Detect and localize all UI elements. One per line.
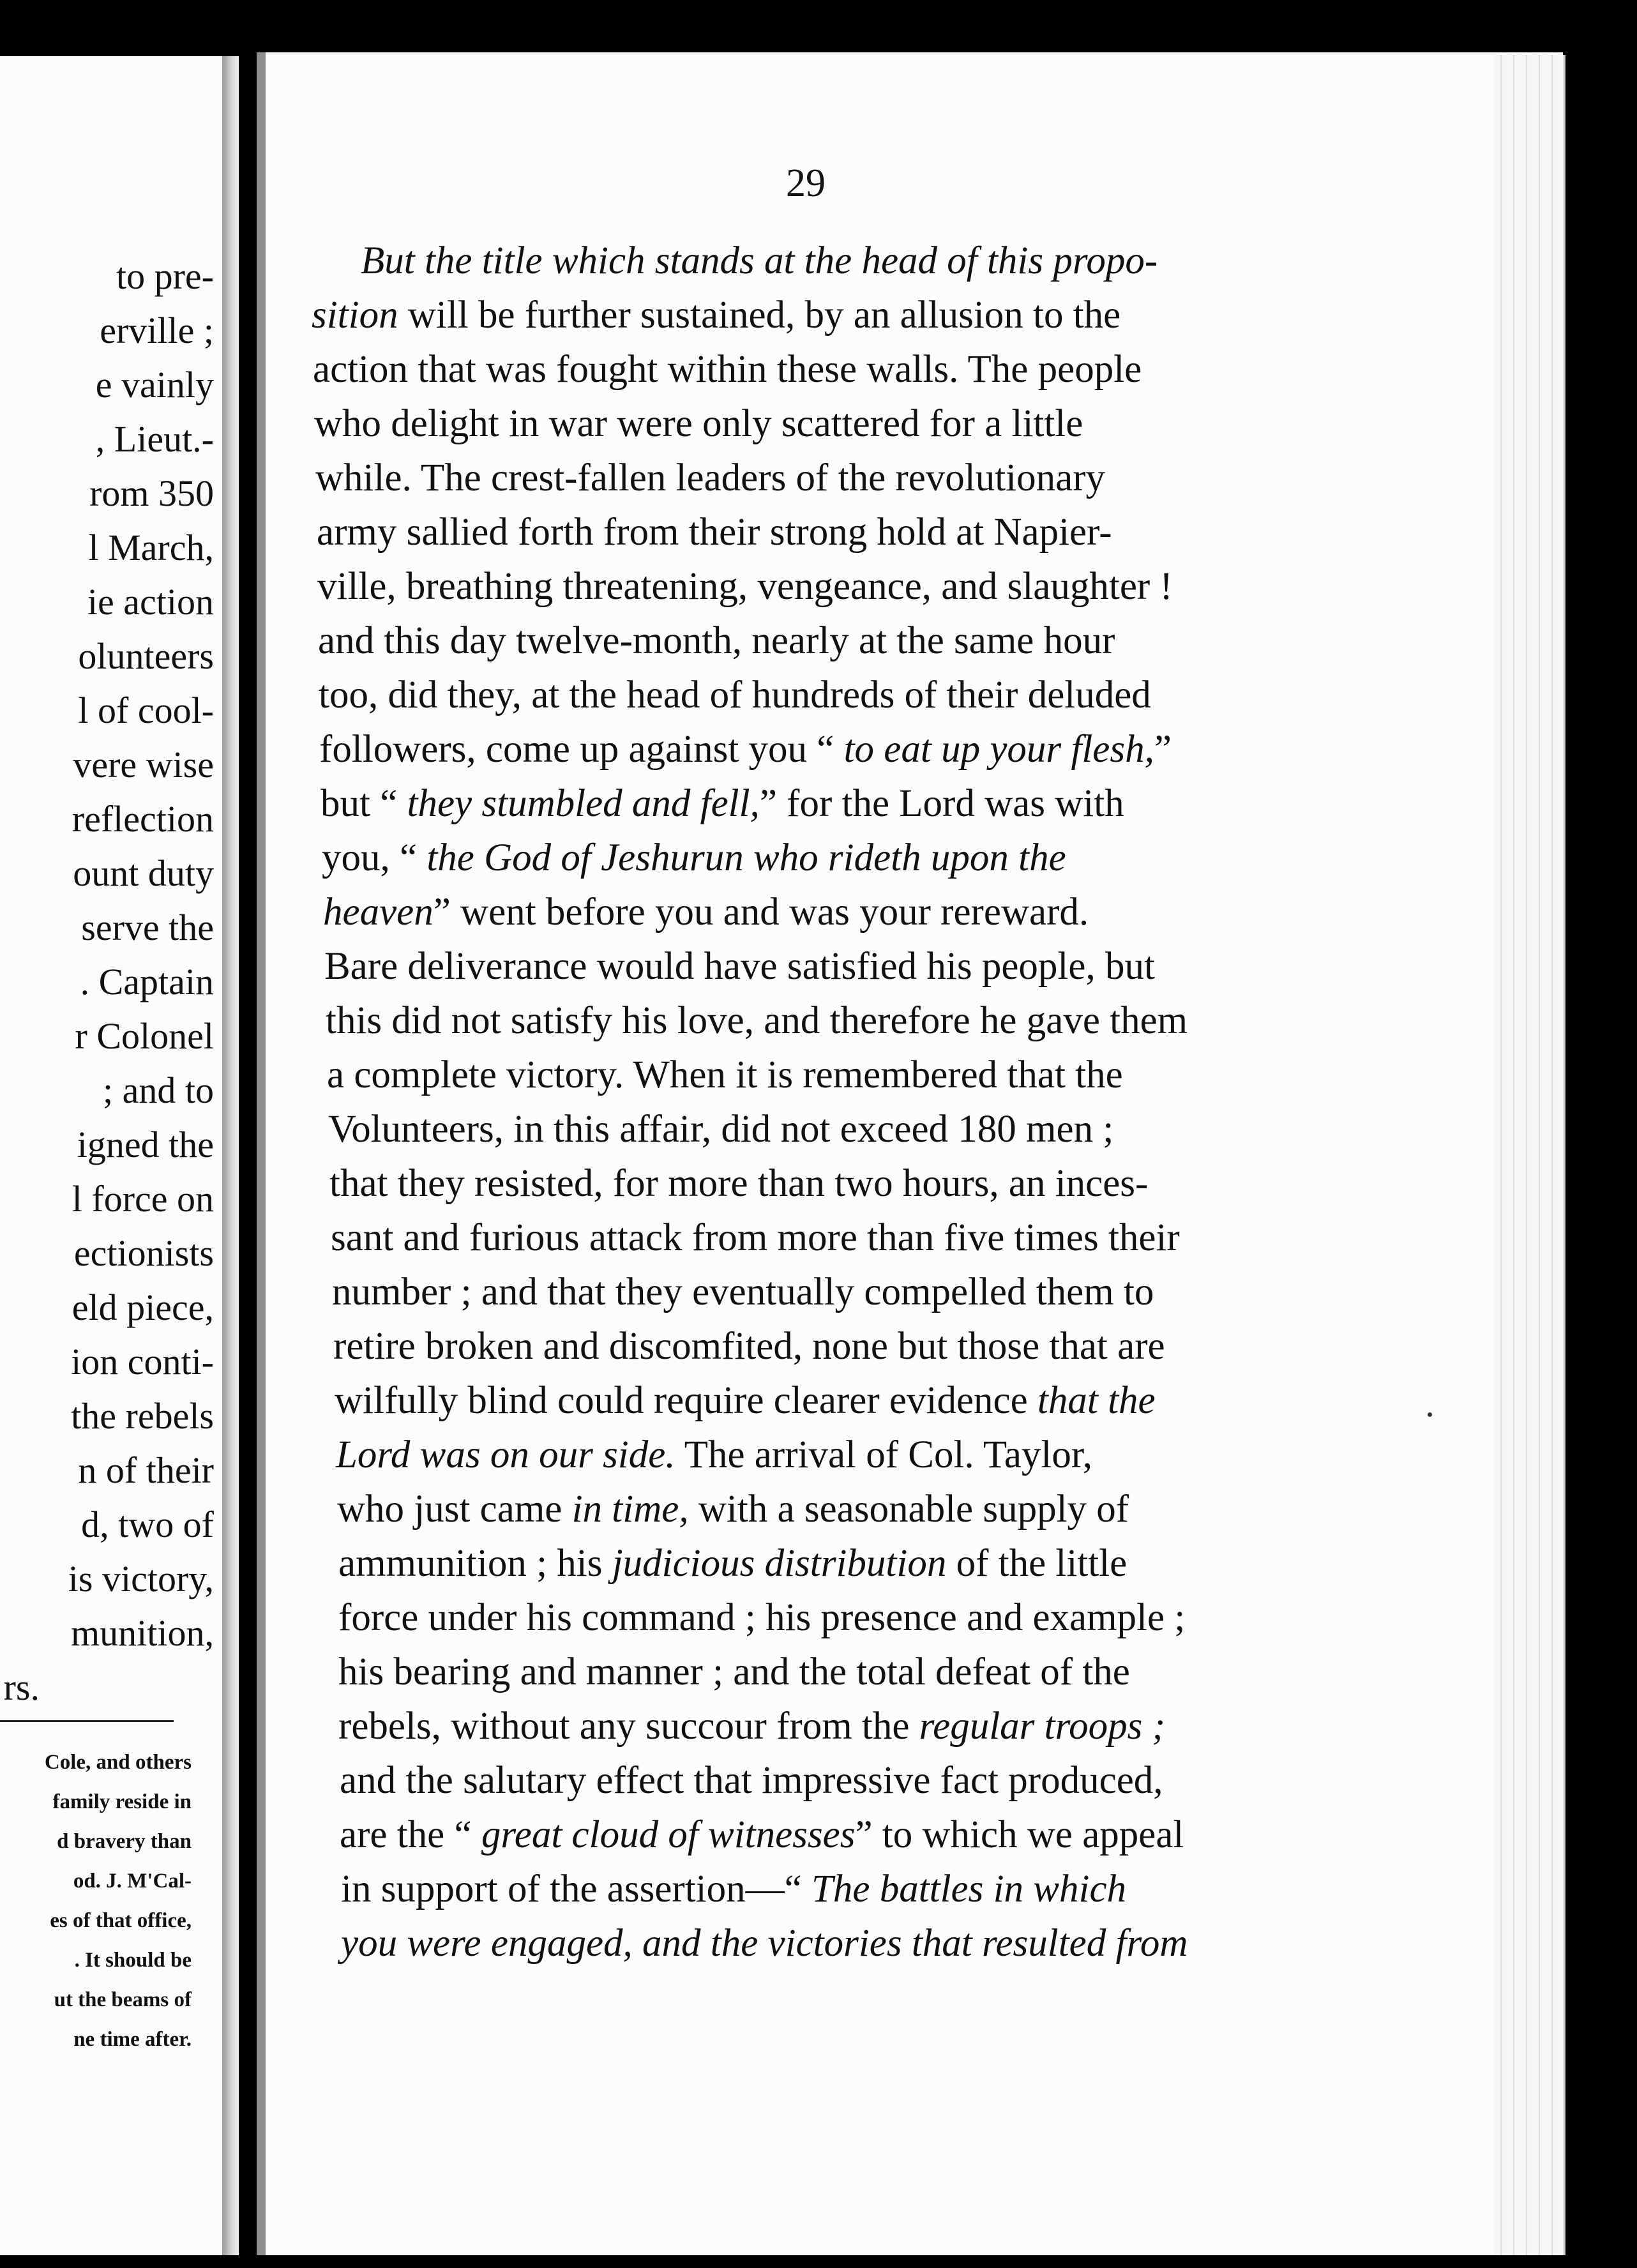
- left-line: reflection: [72, 798, 214, 840]
- text-span: but “: [321, 782, 407, 825]
- text-span: wilfully blind could require clearer evidence: [335, 1379, 1037, 1422]
- left-line: rs.: [3, 1667, 40, 1708]
- text-line: number ; and that they eventually compelled them to: [332, 1271, 1154, 1313]
- left-line: ion conti-: [71, 1341, 214, 1382]
- text-span-italic: they stumbled and fell,: [407, 782, 760, 825]
- text-line: this did not satisfy his love, and therefore he gave them: [326, 999, 1188, 1042]
- text-span-italic: you were engaged, and the victories that resulted from: [341, 1922, 1188, 1965]
- text-line: too, did they, at the head of hundreds of their deluded: [319, 674, 1151, 716]
- paper-speck: [1428, 1412, 1432, 1417]
- text-line: [341, 1870, 1126, 1909]
- text-span: The arrival of Col. Taylor,: [675, 1433, 1092, 1476]
- text-line: while. The crest-fallen leaders of the revolutionary: [315, 457, 1106, 499]
- text-span-italic: in time,: [571, 1488, 689, 1531]
- left-line: olunteers: [78, 635, 214, 677]
- text-line: [340, 1815, 1184, 1854]
- left-line: igned the: [77, 1124, 214, 1165]
- text-line: [338, 1707, 1165, 1746]
- text-span-italic: judicious distribution: [612, 1542, 947, 1585]
- left-line: rom 350: [89, 472, 214, 514]
- text-line: who delight in war were only scattered for a little: [314, 402, 1083, 445]
- left-line: . Captain: [80, 961, 214, 1002]
- text-span-italic: regular troops ;: [919, 1705, 1165, 1748]
- text-span: you, “: [322, 836, 427, 879]
- text-line: sant and furious attack from more than five times their: [331, 1216, 1180, 1259]
- text-span: [312, 296, 1120, 335]
- text-span: will be further sustained, by an allusion to the: [398, 294, 1121, 336]
- text-line: retire broken and discomfited, none but those that are: [333, 1325, 1165, 1368]
- text-line: Volunteers, in this affair, did not exceed 180 men ;: [328, 1108, 1114, 1151]
- text-span-italic: Lord was on our side.: [336, 1433, 675, 1476]
- text-span: followers, come up against you “: [319, 728, 844, 771]
- left-footnote-line: . It should be: [74, 1949, 192, 1972]
- text-span: ” to which we appeal: [855, 1813, 1184, 1856]
- text-line: [319, 730, 1172, 769]
- text-span-italic: great cloud of witnesses: [481, 1813, 856, 1856]
- text-span: are the “: [340, 1813, 481, 1856]
- text-line: [335, 1381, 1156, 1420]
- left-line: is victory,: [68, 1558, 214, 1599]
- left-line: ; and to: [103, 1070, 214, 1111]
- left-line: d, two of: [81, 1504, 214, 1545]
- text-span-italic: heaven: [323, 891, 434, 934]
- left-line: eld piece,: [72, 1287, 214, 1328]
- left-line: l March,: [88, 527, 214, 568]
- left-line: l of cool-: [78, 690, 214, 731]
- text-span: in support of the assertion—“: [341, 1868, 811, 1910]
- left-footnote-line: ut the beams of: [54, 1988, 192, 2011]
- left-line: l force on: [72, 1178, 214, 1220]
- left-line: to pre-: [116, 255, 214, 297]
- footnote-rule: [0, 1720, 174, 1722]
- text-span-italic: the God of Jeshurun who rideth upon the: [426, 836, 1066, 879]
- left-footnote-line: Cole, and others: [44, 1751, 192, 1774]
- left-footnote-line: d bravery than: [57, 1830, 192, 1853]
- text-span: ” for the Lord was with: [759, 782, 1124, 825]
- left-line: munition,: [71, 1612, 214, 1654]
- left-line: erville ;: [100, 310, 214, 351]
- left-line: the rebels: [71, 1395, 214, 1437]
- left-line: ectionists: [73, 1232, 214, 1274]
- text-line: [341, 1924, 1188, 1963]
- text-line: [322, 838, 1066, 877]
- left-line: , Lieut.-: [95, 418, 214, 460]
- left-line: serve the: [81, 907, 214, 948]
- text-span: ”: [1154, 728, 1172, 771]
- left-line: ie action: [87, 581, 214, 623]
- left-line: ount duty: [73, 852, 214, 894]
- book-gutter: [239, 38, 258, 2268]
- text-line: [321, 784, 1124, 823]
- text-span-italic: that the: [1037, 1379, 1156, 1422]
- left-line: e vainly: [95, 364, 214, 405]
- text-span: with a seasonable supply of: [688, 1488, 1129, 1531]
- text-line: action that was fought within these walls. The people: [313, 348, 1142, 391]
- text-line: [361, 241, 1298, 280]
- page-edges: [1494, 55, 1565, 2255]
- text-span: ammunition ; his: [338, 1542, 612, 1585]
- text-span: ” went before you and was your rereward.: [433, 891, 1089, 934]
- text-line: force under his command ; his presence and example ;: [338, 1596, 1186, 1639]
- text-line: [336, 1435, 1092, 1474]
- text-line: [323, 893, 1089, 932]
- left-footnote-line: od. J. M'Cal-: [73, 1870, 192, 1893]
- left-line: r Colonel: [75, 1015, 214, 1057]
- left-line: vere wise: [73, 744, 214, 785]
- text-line: and the salutary effect that impressive fact produced,: [340, 1759, 1163, 1802]
- text-line: that they resisted, for more than two hours, an inces-: [329, 1162, 1149, 1205]
- text-line: a complete victory. When it is remembered that the: [327, 1054, 1123, 1096]
- text-line: [338, 1544, 1127, 1583]
- left-page-gutter-shadow: [222, 56, 239, 2255]
- left-footnote-line: family reside in: [52, 1790, 192, 1813]
- text-line: army sallied forth from their strong hold at Napier-: [317, 511, 1112, 554]
- text-span: But the title which stands at the head of this propo-: [361, 239, 1158, 282]
- text-line: [337, 1490, 1129, 1529]
- text-span-italic: sition: [312, 294, 398, 336]
- text-span: rebels, without any succour from the: [338, 1705, 919, 1748]
- text-line: ville, breathing threatening, vengeance, and slaughter !: [317, 565, 1173, 608]
- text-span: who just came: [337, 1488, 572, 1531]
- text-span: of the little: [946, 1542, 1128, 1585]
- text-line: and this day twelve-month, nearly at the same hour: [318, 619, 1115, 662]
- text-line: Bare deliverance would have satisfied his people, but: [324, 945, 1155, 988]
- left-footnote-line: ne time after.: [73, 2028, 192, 2051]
- left-footnote-line: es of that office,: [50, 1909, 192, 1932]
- left-line: n of their: [78, 1449, 214, 1491]
- text-span-italic: The battles in which: [811, 1868, 1127, 1910]
- text-line: [312, 296, 1301, 335]
- text-line: his bearing and manner ; and the total defeat of the: [338, 1651, 1130, 1693]
- page-number: 29: [786, 162, 826, 205]
- text-span-italic: to eat up your flesh,: [843, 728, 1154, 771]
